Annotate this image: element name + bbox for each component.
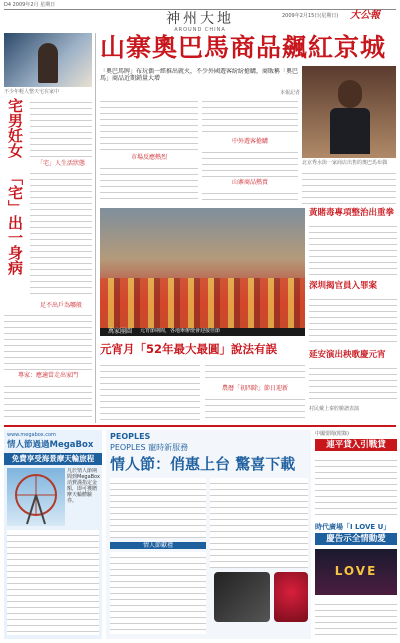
feature-body-text-1 [100,360,200,420]
section-subtitle: AROUND CHINA [174,27,226,33]
bottom-right-headline-3: 慶告示全情動愛 [315,533,397,545]
main-body-text-3 [202,96,298,136]
left-subhead-2: 足不出戶為哪般 [39,302,82,309]
main-body-text-5 [202,188,298,204]
brief-body-1 [309,221,397,277]
roses-photo [274,572,308,622]
bottom-right-headline-2: 時代廣場「I LOVE U」 [315,523,391,531]
left-photo-caption: 不少年輕人整天宅在家中 [4,89,60,95]
left-body-text-3 [4,310,92,370]
peoples-ad [106,430,311,639]
bottom-right-body-2 [315,599,397,639]
peoples-headline: 情人節：俏惠上台 驚喜下載 [110,455,296,473]
paper-name: 大公報 [350,10,380,21]
brief-body-3 [309,363,397,403]
feature-subhead: 農曆「初四除」節日迎新 [221,385,288,392]
bottom-right-label: 中國要聞(附錄) [315,431,349,437]
peoples-body-1 [110,478,206,538]
feature-caption-label: 萬家團圓 [100,328,140,336]
section-title: 神州大地 [166,11,234,27]
left-body-text-1 [30,97,92,157]
love-sign: LOVE [334,564,378,578]
left-subhead-3: 專家：應適當走出家門 [17,372,78,379]
main-body-text-1 [100,96,198,152]
main-subhead-3: 山寨商品熱賣 [231,179,268,186]
peoples-subtitle: PEOPLES 寵時新服務 [110,443,189,452]
doll-body [330,108,370,154]
header-rule [4,9,396,10]
doll-photo-caption: 北京秀水街一家商店出售的奧巴馬布偶 [302,160,388,166]
megabox-headline-2: 免費享受海景摩天輪旅程 [4,453,102,465]
column-divider [95,33,96,423]
megabox-ad [4,430,102,639]
obama-doll-photo [302,66,396,158]
feature-photo-caption: 元宵節期間，各地舉辦燈會迎接佳節 [140,328,305,336]
peoples-body-2 [110,552,206,634]
megabox-lead: 凡於情人節期間到MegaBox消費滿指定金額，即可獲贈摩天輪體驗券。 [67,468,100,504]
main-headline: 山寨奧巴馬商品飆紅京城 [100,33,387,62]
bottom-right-body-1 [315,455,397,519]
edition-line: D4 2009年2月 星期日 [4,2,56,8]
main-deck: 「奧巴馬牌」布玩偶一經推出就火，不少外國遊客紛紛搶購，商販稱「奧巴馬」商品近期銷量大增 [100,68,299,82]
peoples-subhead: 情人節獻禮 [110,542,206,549]
vertical-headline-2: 「宅」出一身病 [6,170,24,275]
peoples-body-3 [210,478,308,568]
brief-headline-3: 延安演出秧歌慶元宵 [309,350,386,360]
brief-photo-caption: 村民戴上秦腔臉譜表演 [309,406,360,412]
main-subhead-2: 中外遊客搶購 [231,138,268,145]
brief-body-2 [309,294,397,346]
main-body-text-6 [302,168,396,204]
megabox-url: www.megabox.com [7,432,56,438]
left-story-photo [4,33,92,87]
brief-headline-1: 黃賭毒專項整治出重拳 [309,208,395,218]
feature-body-text-3 [205,394,305,420]
person-silhouette [38,43,58,83]
bottom-right-headline-1: 連平貸入引戰貸 [315,439,397,451]
feature-headline: 元宵月「52年最大最圓」說法有誤 [100,342,278,356]
main-subhead-1: 市場反應熱烈 [130,154,167,161]
ferris-wheel-graphic [7,468,65,526]
date-line: 2009年2月15日(星期日) [282,13,339,19]
vertical-headline-1: 宅男妊女 [6,98,24,158]
feature-body-text-2 [205,360,305,382]
phone-photo [214,572,270,622]
ferris-wheel-photo [7,468,65,526]
megabox-headline-1: 情人節過過MegaBox [7,440,94,450]
left-subhead-1: 「宅」人生活狀態 [36,160,85,167]
main-byline: 本報記者 [279,90,300,96]
lantern-photo [100,208,305,336]
love-photo [315,549,397,595]
bottom-section-rule [4,425,396,427]
megabox-body [7,530,99,635]
main-body-text-4 [202,147,298,177]
peoples-brand: PEOPLES [110,432,151,441]
left-body-text-4 [4,381,92,421]
main-body-text-2 [100,163,198,203]
brief-headline-2: 深圳揭官員入罪案 [309,281,378,291]
left-body-text-2 [30,168,92,298]
doll-head [338,80,362,108]
